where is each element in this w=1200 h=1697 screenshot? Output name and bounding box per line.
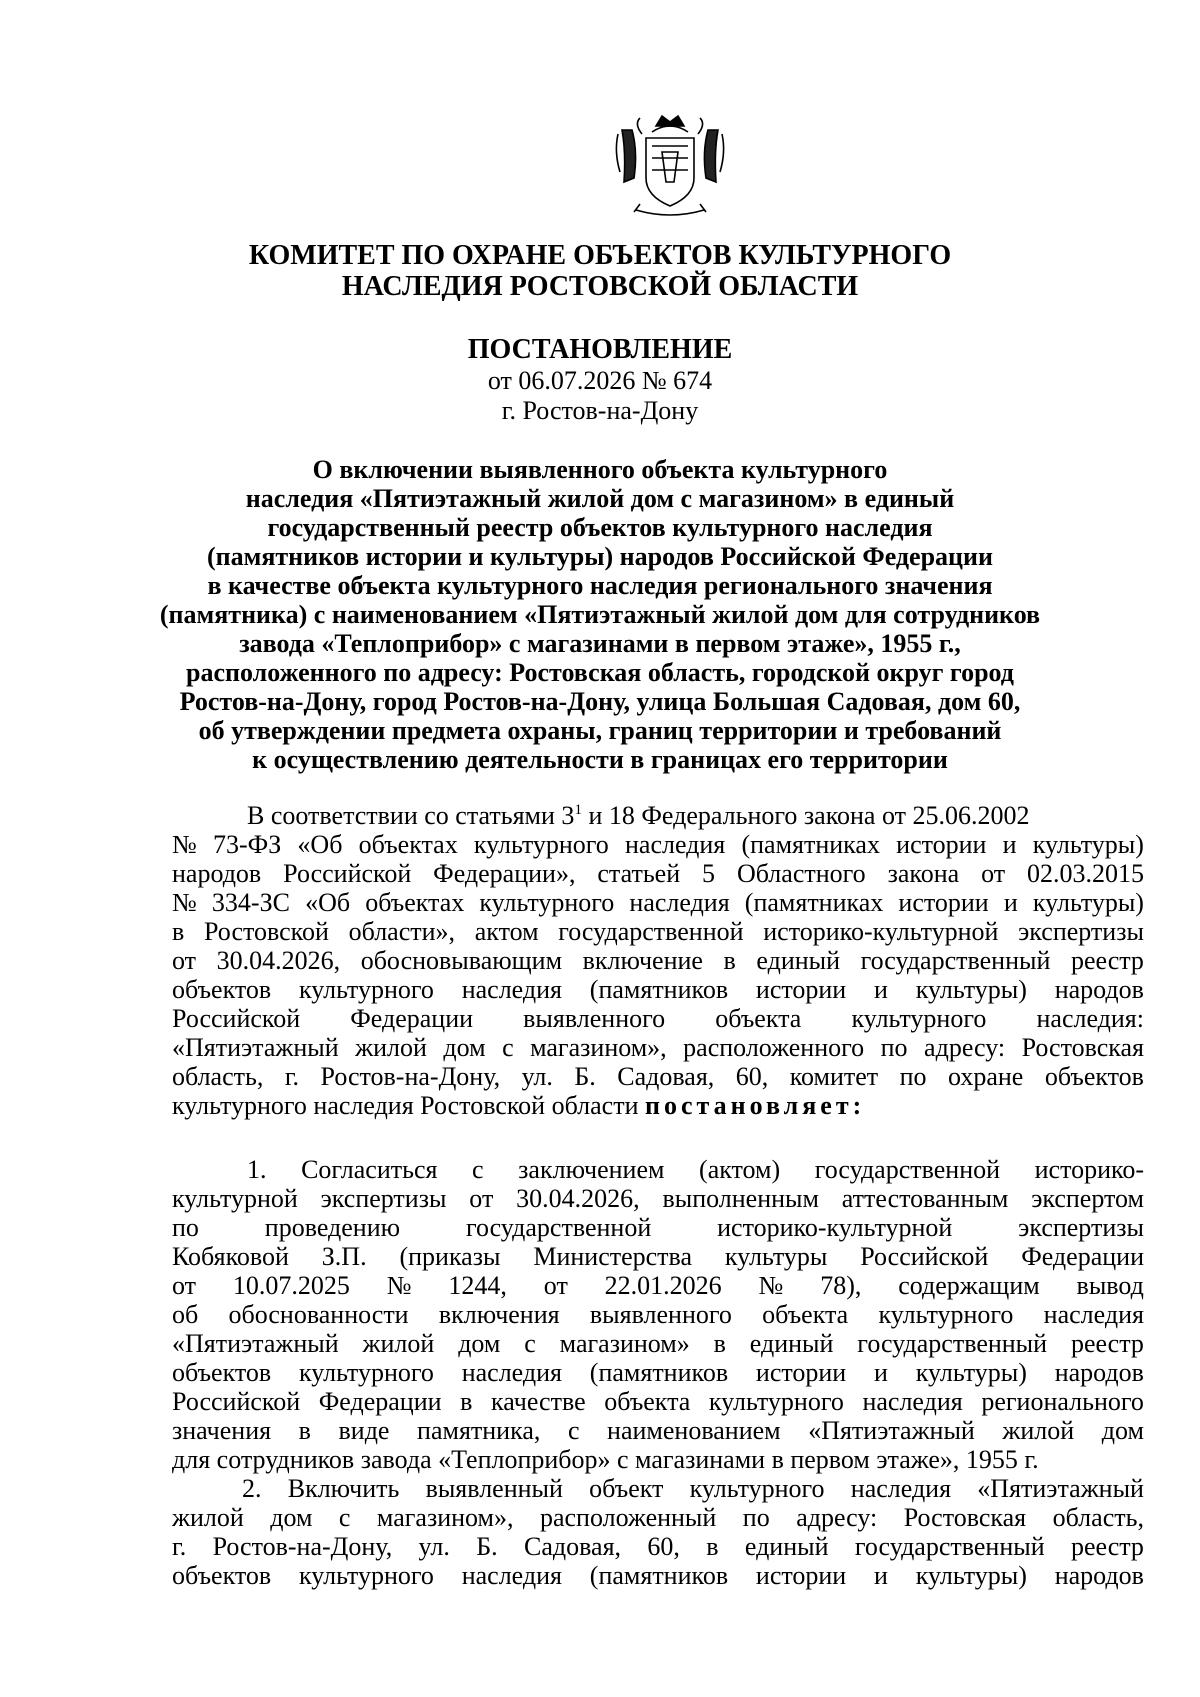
word: единый <box>756 946 841 975</box>
preamble-line <box>172 946 1144 975</box>
word: 30.04.2026, <box>516 1184 640 1213</box>
point-2-line <box>172 1561 1144 1590</box>
word: от <box>172 1271 197 1300</box>
preamble-text: и 18 Федерального закона от 25.06.2002 <box>581 801 1030 830</box>
word: ул. <box>418 1532 450 1561</box>
word: жилой <box>1002 1416 1075 1445</box>
word: выявленного <box>523 1004 666 1033</box>
word: магазином», <box>530 1033 667 1062</box>
word: истории <box>896 830 987 859</box>
word: виде <box>338 1416 390 1445</box>
title-line: О включении выявленного объекта культурного <box>312 455 888 484</box>
word: об <box>172 1300 199 1329</box>
word: 78), <box>820 1271 862 1300</box>
word: культурного <box>298 1358 434 1387</box>
word: расположенный <box>539 1503 717 1532</box>
word: истории <box>755 1358 847 1387</box>
word: ул. <box>521 1062 553 1091</box>
word: г. <box>172 1532 187 1561</box>
point-1-line <box>172 1329 1144 1358</box>
word: с <box>338 1503 351 1532</box>
word: дом <box>443 1033 486 1062</box>
point-2-line <box>172 1474 1144 1503</box>
word: по <box>899 1062 927 1091</box>
word: дом <box>1101 1416 1144 1445</box>
word: в <box>460 1387 473 1416</box>
word: памятника, <box>417 1416 541 1445</box>
word: «Пятиэтажный <box>808 1416 975 1445</box>
word: расположенного <box>683 1033 865 1062</box>
word: З.П. <box>321 1242 367 1271</box>
word: истории <box>755 1561 847 1590</box>
word: магазином» <box>559 1329 690 1358</box>
word: государственный <box>854 1532 1045 1561</box>
word: 22.01.2026 <box>604 1271 722 1300</box>
word: Российской <box>172 1004 301 1033</box>
word: (памятников <box>589 1561 729 1590</box>
preamble-line <box>172 975 1144 1004</box>
word: дом <box>458 1329 501 1358</box>
word: «Об <box>305 888 351 917</box>
preamble-text: культурного наследия Ростовской области <box>172 1091 646 1120</box>
point-1-line <box>172 1300 1144 1329</box>
title-line: к осуществлению деятельности в границах его территории <box>252 745 948 774</box>
preamble-paragraph <box>172 801 1144 1120</box>
word: выполненным <box>662 1184 819 1213</box>
preamble-line <box>172 801 1144 830</box>
point-1-line <box>172 1213 1144 1242</box>
word: народов <box>172 859 262 888</box>
word: культуры) <box>1032 830 1144 859</box>
superscript: 1 <box>574 802 582 818</box>
point-2-line <box>172 1532 1144 1561</box>
word: историко-культурной <box>763 917 999 946</box>
word: 334-ЗС <box>211 888 290 917</box>
word: 30.04.2026, <box>216 946 341 975</box>
word: культурного <box>479 888 615 917</box>
word: адресу: <box>796 1503 878 1532</box>
word: (приказы <box>399 1242 501 1271</box>
title-line: государственный реестр объектов культурного наследия <box>267 513 933 542</box>
word: 60, <box>647 1532 680 1561</box>
word: жилой <box>355 1033 427 1062</box>
document-title <box>150 455 1050 774</box>
word: и <box>874 1561 888 1590</box>
word: Ростовской <box>203 917 329 946</box>
word: 10.07.2025 <box>232 1271 350 1300</box>
word: комитет <box>789 1062 879 1091</box>
word: Ростов-на-Дону, <box>212 1532 393 1561</box>
word: и <box>874 1358 888 1387</box>
word: культурного <box>473 830 609 859</box>
word: № <box>758 1271 784 1300</box>
word: наименованием <box>607 1416 781 1445</box>
title-line: в качестве объекта культурного наследия регионального значения <box>207 571 993 600</box>
title-line: наследия «Пятиэтажный жилой дом с магазином» в единый <box>245 484 955 513</box>
word: с <box>524 1329 536 1358</box>
word: Включить <box>287 1474 400 1503</box>
coat-of-arms-emblem <box>612 112 728 222</box>
word: Российской <box>172 1387 301 1416</box>
resolves-word: постановляет: <box>645 1091 866 1120</box>
preamble-line <box>172 888 1144 917</box>
word: культуры) <box>915 1358 1027 1387</box>
word: Федерации <box>318 1387 442 1416</box>
word: объекта <box>715 1004 802 1033</box>
word: от <box>981 859 1006 888</box>
word: культуры) <box>915 975 1027 1004</box>
point-1-line <box>172 1271 1144 1300</box>
word: объект <box>589 1474 664 1503</box>
document-city: г. Ростов-на-Дону <box>501 396 699 425</box>
word: выявленный <box>425 1474 563 1503</box>
word: по <box>742 1503 770 1532</box>
word: Кобяковой <box>172 1242 289 1271</box>
word: наследия <box>1043 1300 1144 1329</box>
word: жилой <box>362 1329 435 1358</box>
preamble-line <box>172 1033 1144 1062</box>
word: выявленного <box>589 1300 732 1329</box>
word: историко-культурной <box>717 1213 953 1242</box>
word: объектах <box>358 830 458 859</box>
word: «Пятиэтажный <box>172 1329 339 1358</box>
word: наследия <box>850 1474 952 1503</box>
word: «Об <box>297 830 343 859</box>
word: магазином», <box>376 1503 514 1532</box>
word: Федерации», <box>433 859 576 888</box>
word: 60, <box>735 1062 769 1091</box>
title-line: Ростов-на-Дону, город Ростов-на-Дону, улица Большая Садовая, дом 60, <box>179 687 1021 716</box>
word: наследия: <box>1036 1004 1144 1033</box>
word: Российской <box>860 1242 989 1271</box>
word: 1. <box>247 1155 267 1184</box>
word: «Пятиэтажный <box>172 1033 339 1062</box>
word: Садовая, <box>524 1532 622 1561</box>
document-type: ПОСТАНОВЛЕНИЕ <box>467 334 733 365</box>
word: единый <box>749 1329 834 1358</box>
word: государственный <box>860 946 1051 975</box>
word: область, <box>172 1062 264 1091</box>
word: (памятниках <box>744 888 884 917</box>
word: государственной <box>814 1155 1001 1184</box>
point-1-line <box>172 1155 1144 1184</box>
word: культурного <box>298 1561 434 1590</box>
word: с <box>472 1155 484 1184</box>
word: от <box>469 1184 494 1213</box>
word: Б. <box>476 1532 498 1561</box>
word: Областного <box>736 859 866 888</box>
word: обосновывающим <box>360 946 563 975</box>
point-1-line <box>172 1416 1144 1445</box>
word: качестве <box>491 1387 586 1416</box>
word: в <box>172 917 185 946</box>
word: народов <box>1054 975 1144 1004</box>
preamble-line <box>172 1062 1144 1091</box>
preamble-line <box>172 1091 1144 1120</box>
word: (памятников <box>589 1358 729 1387</box>
preamble-line <box>172 917 1144 946</box>
point-1-line <box>172 1184 1144 1213</box>
word: Министерства <box>533 1242 693 1271</box>
word: актом <box>474 917 539 946</box>
word: включения <box>438 1300 560 1329</box>
word: заключением <box>518 1155 665 1184</box>
word: 02.03.2015 <box>1027 859 1144 888</box>
word: культуры) <box>915 1561 1027 1590</box>
word: Российской <box>283 859 412 888</box>
preamble-line <box>172 830 1144 859</box>
word: Ростовская <box>1021 1033 1144 1062</box>
word: 2. <box>242 1474 262 1503</box>
word: охране <box>948 1062 1024 1091</box>
preamble-line <box>172 859 1144 888</box>
word: наследия <box>625 830 726 859</box>
word: объектах <box>365 888 465 917</box>
word: народов <box>1054 1358 1144 1387</box>
word: Б. <box>574 1062 596 1091</box>
word: Согласиться <box>301 1155 438 1184</box>
word: культурного <box>708 1387 844 1416</box>
word: и <box>1003 888 1018 917</box>
word: объектов <box>172 975 272 1004</box>
word: в <box>713 1329 726 1358</box>
word: Ростов-на-Дону, <box>320 1062 501 1091</box>
word: дом <box>270 1503 313 1532</box>
word: и <box>1002 830 1017 859</box>
word: и <box>874 975 888 1004</box>
word: 1244, <box>448 1271 507 1300</box>
org-line-1: КОМИТЕТ ПО ОХРАНЕ ОБЪЕКТОВ КУЛЬТУРНОГО <box>248 240 952 271</box>
word: от <box>172 946 197 975</box>
word: культуры <box>724 1242 828 1271</box>
word: по <box>880 1033 908 1062</box>
document-date-number: от 06.07.2026 № 674 <box>487 366 713 395</box>
word: наследия <box>461 1561 562 1590</box>
word: Федерации <box>1021 1242 1144 1271</box>
word: г. <box>284 1062 300 1091</box>
word: области», <box>348 917 456 946</box>
word: государственной <box>558 917 744 946</box>
word: вывод <box>1076 1271 1144 1300</box>
word: наследия <box>629 888 730 917</box>
word: № <box>386 1271 412 1300</box>
point-1-line: для сотрудников завода «Теплоприбор» с магазинами в первом этаже», 1955 г. <box>172 1445 1039 1474</box>
preamble-text: В соответствии со статьями 3 <box>247 801 575 830</box>
word: экспертизы <box>1018 1213 1144 1242</box>
word: с <box>502 1033 514 1062</box>
word: 73-ФЗ <box>213 830 282 859</box>
word: Федерации <box>350 1004 474 1033</box>
word: «Пятиэтажный <box>977 1474 1144 1503</box>
word: (памятников <box>589 975 729 1004</box>
word: адресу: <box>924 1033 1006 1062</box>
word: по <box>172 1213 199 1242</box>
word: закона <box>887 859 960 888</box>
word: 5 <box>702 859 716 888</box>
word: объекта <box>604 1387 691 1416</box>
word: народов <box>1054 1561 1144 1590</box>
word: область, <box>1052 1503 1144 1532</box>
point-1-line <box>172 1242 1144 1271</box>
word: государственной <box>465 1213 652 1242</box>
title-line: расположенного по адресу: Ростовская область, городской округ город <box>186 658 1014 687</box>
organization-name <box>150 240 1050 302</box>
word: культурной <box>172 1184 298 1213</box>
word: (памятниках <box>741 830 880 859</box>
word: реестр <box>1070 1329 1144 1358</box>
word: регионального <box>981 1387 1144 1416</box>
point-1-line <box>172 1358 1144 1387</box>
word: Садовая, <box>617 1062 715 1091</box>
word: культурного <box>689 1474 825 1503</box>
title-line: завода «Теплоприбор» с магазинами в первом этаже», 1955 г., <box>239 629 961 658</box>
word: включение <box>582 946 703 975</box>
word: единый <box>744 1532 829 1561</box>
preamble-line <box>172 1004 1144 1033</box>
point-1-line <box>172 1387 1144 1416</box>
word: наследия <box>461 975 562 1004</box>
word: значения <box>172 1416 272 1445</box>
word: наследия <box>461 1358 562 1387</box>
word: истории <box>898 888 989 917</box>
word: культурного <box>298 975 434 1004</box>
word: (актом) <box>699 1155 781 1184</box>
word: от <box>543 1271 568 1300</box>
word: историко- <box>1034 1155 1144 1184</box>
word: в <box>706 1532 719 1561</box>
word: № <box>172 830 197 859</box>
word: наследия <box>862 1387 963 1416</box>
word: государственный <box>857 1329 1048 1358</box>
word: в <box>723 946 736 975</box>
word: статьей <box>597 859 681 888</box>
resolution-points <box>172 1155 1144 1590</box>
word: экспертизы <box>1018 917 1144 946</box>
title-line: (памятника) с наименованием «Пятиэтажный жилой дом для сотрудников <box>159 600 1041 629</box>
word: жилой <box>172 1503 244 1532</box>
word: объектов <box>172 1358 272 1387</box>
title-line: об утверждении предмета охраны, границ территории и требований <box>198 716 1002 745</box>
word: объектов <box>172 1561 272 1590</box>
word: объекта <box>762 1300 849 1329</box>
word: аттестованным <box>841 1184 1009 1213</box>
word: проведению <box>264 1213 401 1242</box>
word: культурного <box>878 1300 1014 1329</box>
word: экспертизы <box>320 1184 447 1213</box>
word: содержащим <box>898 1271 1040 1300</box>
word: культуры) <box>1032 888 1144 917</box>
word: с <box>567 1416 580 1445</box>
point-2-line <box>172 1503 1144 1532</box>
word: экспертом <box>1031 1184 1144 1213</box>
word: объектов <box>1044 1062 1144 1091</box>
word: истории <box>755 975 847 1004</box>
word: Ростовская <box>903 1503 1027 1532</box>
word: культурного <box>851 1004 987 1033</box>
word: реестр <box>1070 1532 1144 1561</box>
word: № <box>172 888 197 917</box>
org-line-2: НАСЛЕДИЯ РОСТОВСКОЙ ОБЛАСТИ <box>341 271 859 302</box>
word: реестр <box>1070 946 1144 975</box>
title-line: (памятников истории и культуры) народов Российской Федерации <box>207 542 993 571</box>
word: обоснованности <box>228 1300 409 1329</box>
word: в <box>298 1416 311 1445</box>
